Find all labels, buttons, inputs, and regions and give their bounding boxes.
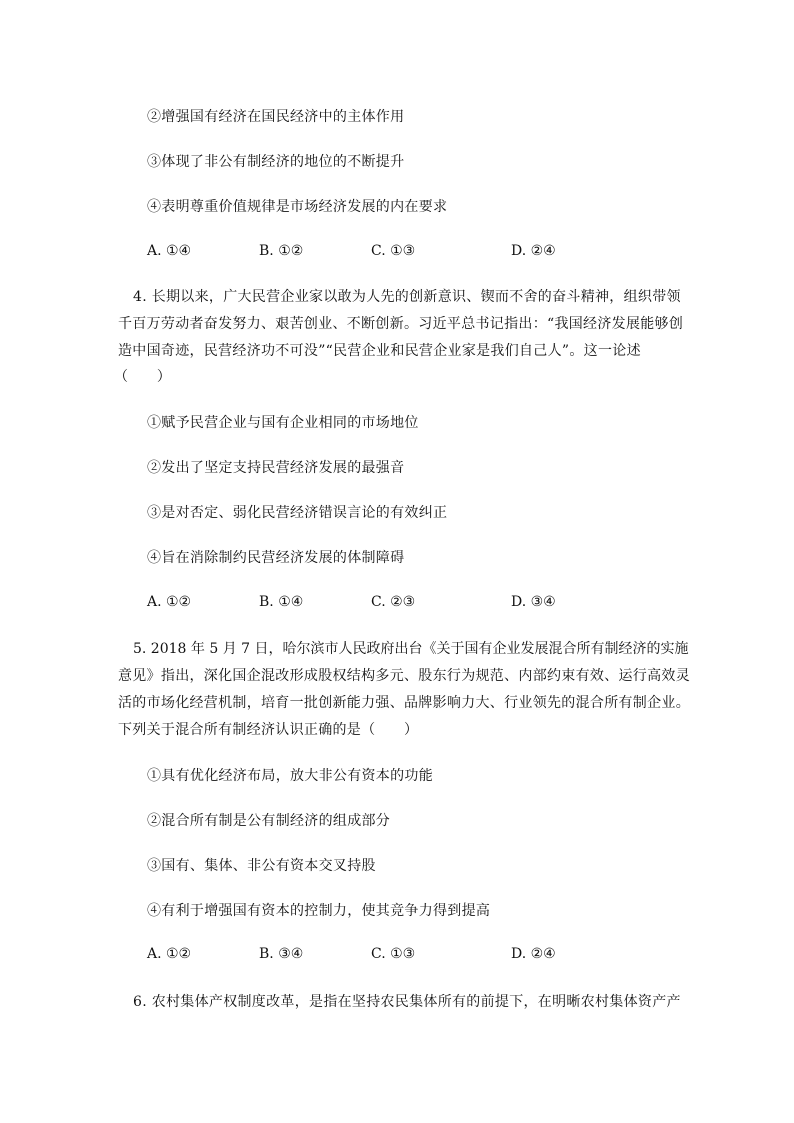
q4-answer-b: B. ①④ (259, 594, 304, 610)
q5-option-1: ①具有优化经济布局，放大非公有资本的功能 (147, 768, 433, 784)
q3-answer-d: D. ②④ (511, 243, 556, 259)
q4-stem-blank: （ ） (114, 369, 172, 385)
q4-option-3: ③是对否定、弱化民营经济错误言论的有效纠正 (147, 505, 448, 521)
q5-answer-a: A. ①② (147, 946, 192, 962)
q5-stem-line-4: 下列关于混合所有制经济认识正确的是（ ） (118, 722, 419, 738)
q4-option-2: ②发出了坚定支持民营经济发展的最强音 (147, 460, 405, 476)
q5-answer-d: D. ②④ (511, 946, 556, 962)
q3-answer-c: C. ①③ (371, 243, 416, 259)
q3-answer-b: B. ①② (259, 243, 304, 259)
q4-stem-line-1: 4. 长期以来，广大民营企业家以敢为人先的创新意识、锲而不舍的奋斗精神，组织带领 (133, 289, 681, 305)
q4-option-1: ①赋予民营企业与国有企业相同的市场地位 (147, 415, 419, 431)
q4-option-4: ④旨在消除制约民营经济发展的体制障碍 (147, 550, 405, 566)
q5-option-2: ②混合所有制是公有制经济的组成部分 (147, 813, 391, 829)
q3-option-4: ④表明尊重价值规律是市场经济发展的内在要求 (147, 199, 448, 215)
q4-stem-line-2: 千百万劳动者奋发努力、艰苦创业、不断创新。习近平总书记指出：“我国经济发展能够创 (118, 316, 684, 332)
q4-answer-c: C. ②③ (371, 594, 416, 610)
q5-answer-b: B. ③④ (259, 946, 304, 962)
q3-option-3: ③体现了非公有制经济的地位的不断提升 (147, 154, 405, 170)
q5-stem-line-1: 5. 2018 年 5 月 7 日，哈尔滨市人民政府出台《关于国有企业发展混合所有制经济的实施 (133, 641, 689, 657)
q5-option-4: ④有利于增强国有资本的控制力，使其竞争力得到提高 (147, 903, 491, 919)
q4-answer-d: D. ③④ (511, 594, 556, 610)
q5-stem-line-2: 意见》指出，深化国企混改形成股权结构多元、股东行为规范、内部约束有效、运行高效灵 (118, 668, 690, 684)
q5-answer-c: C. ①③ (371, 946, 416, 962)
q4-answer-a: A. ①② (147, 594, 192, 610)
q5-stem-line-3: 活的市场化经营机制，培育一批创新能力强、品牌影响力大、行业领先的混合所有制企业。 (118, 695, 690, 711)
q6-stem-line-1: 6. 农村集体产权制度改革，是指在坚持农民集体所有的前提下，在明晰农村集体资产产 (133, 994, 681, 1010)
q3-option-2: ②增强国有经济在国民经济中的主体作用 (147, 109, 405, 125)
q5-option-3: ③国有、集体、非公有资本交叉持股 (147, 858, 376, 874)
q4-stem-line-3: 造中国奇迹，民营经济功不可没”“民营企业和民营企业家是我们自己人”。这一论述 (118, 343, 641, 359)
q3-answer-a: A. ①④ (147, 243, 192, 259)
